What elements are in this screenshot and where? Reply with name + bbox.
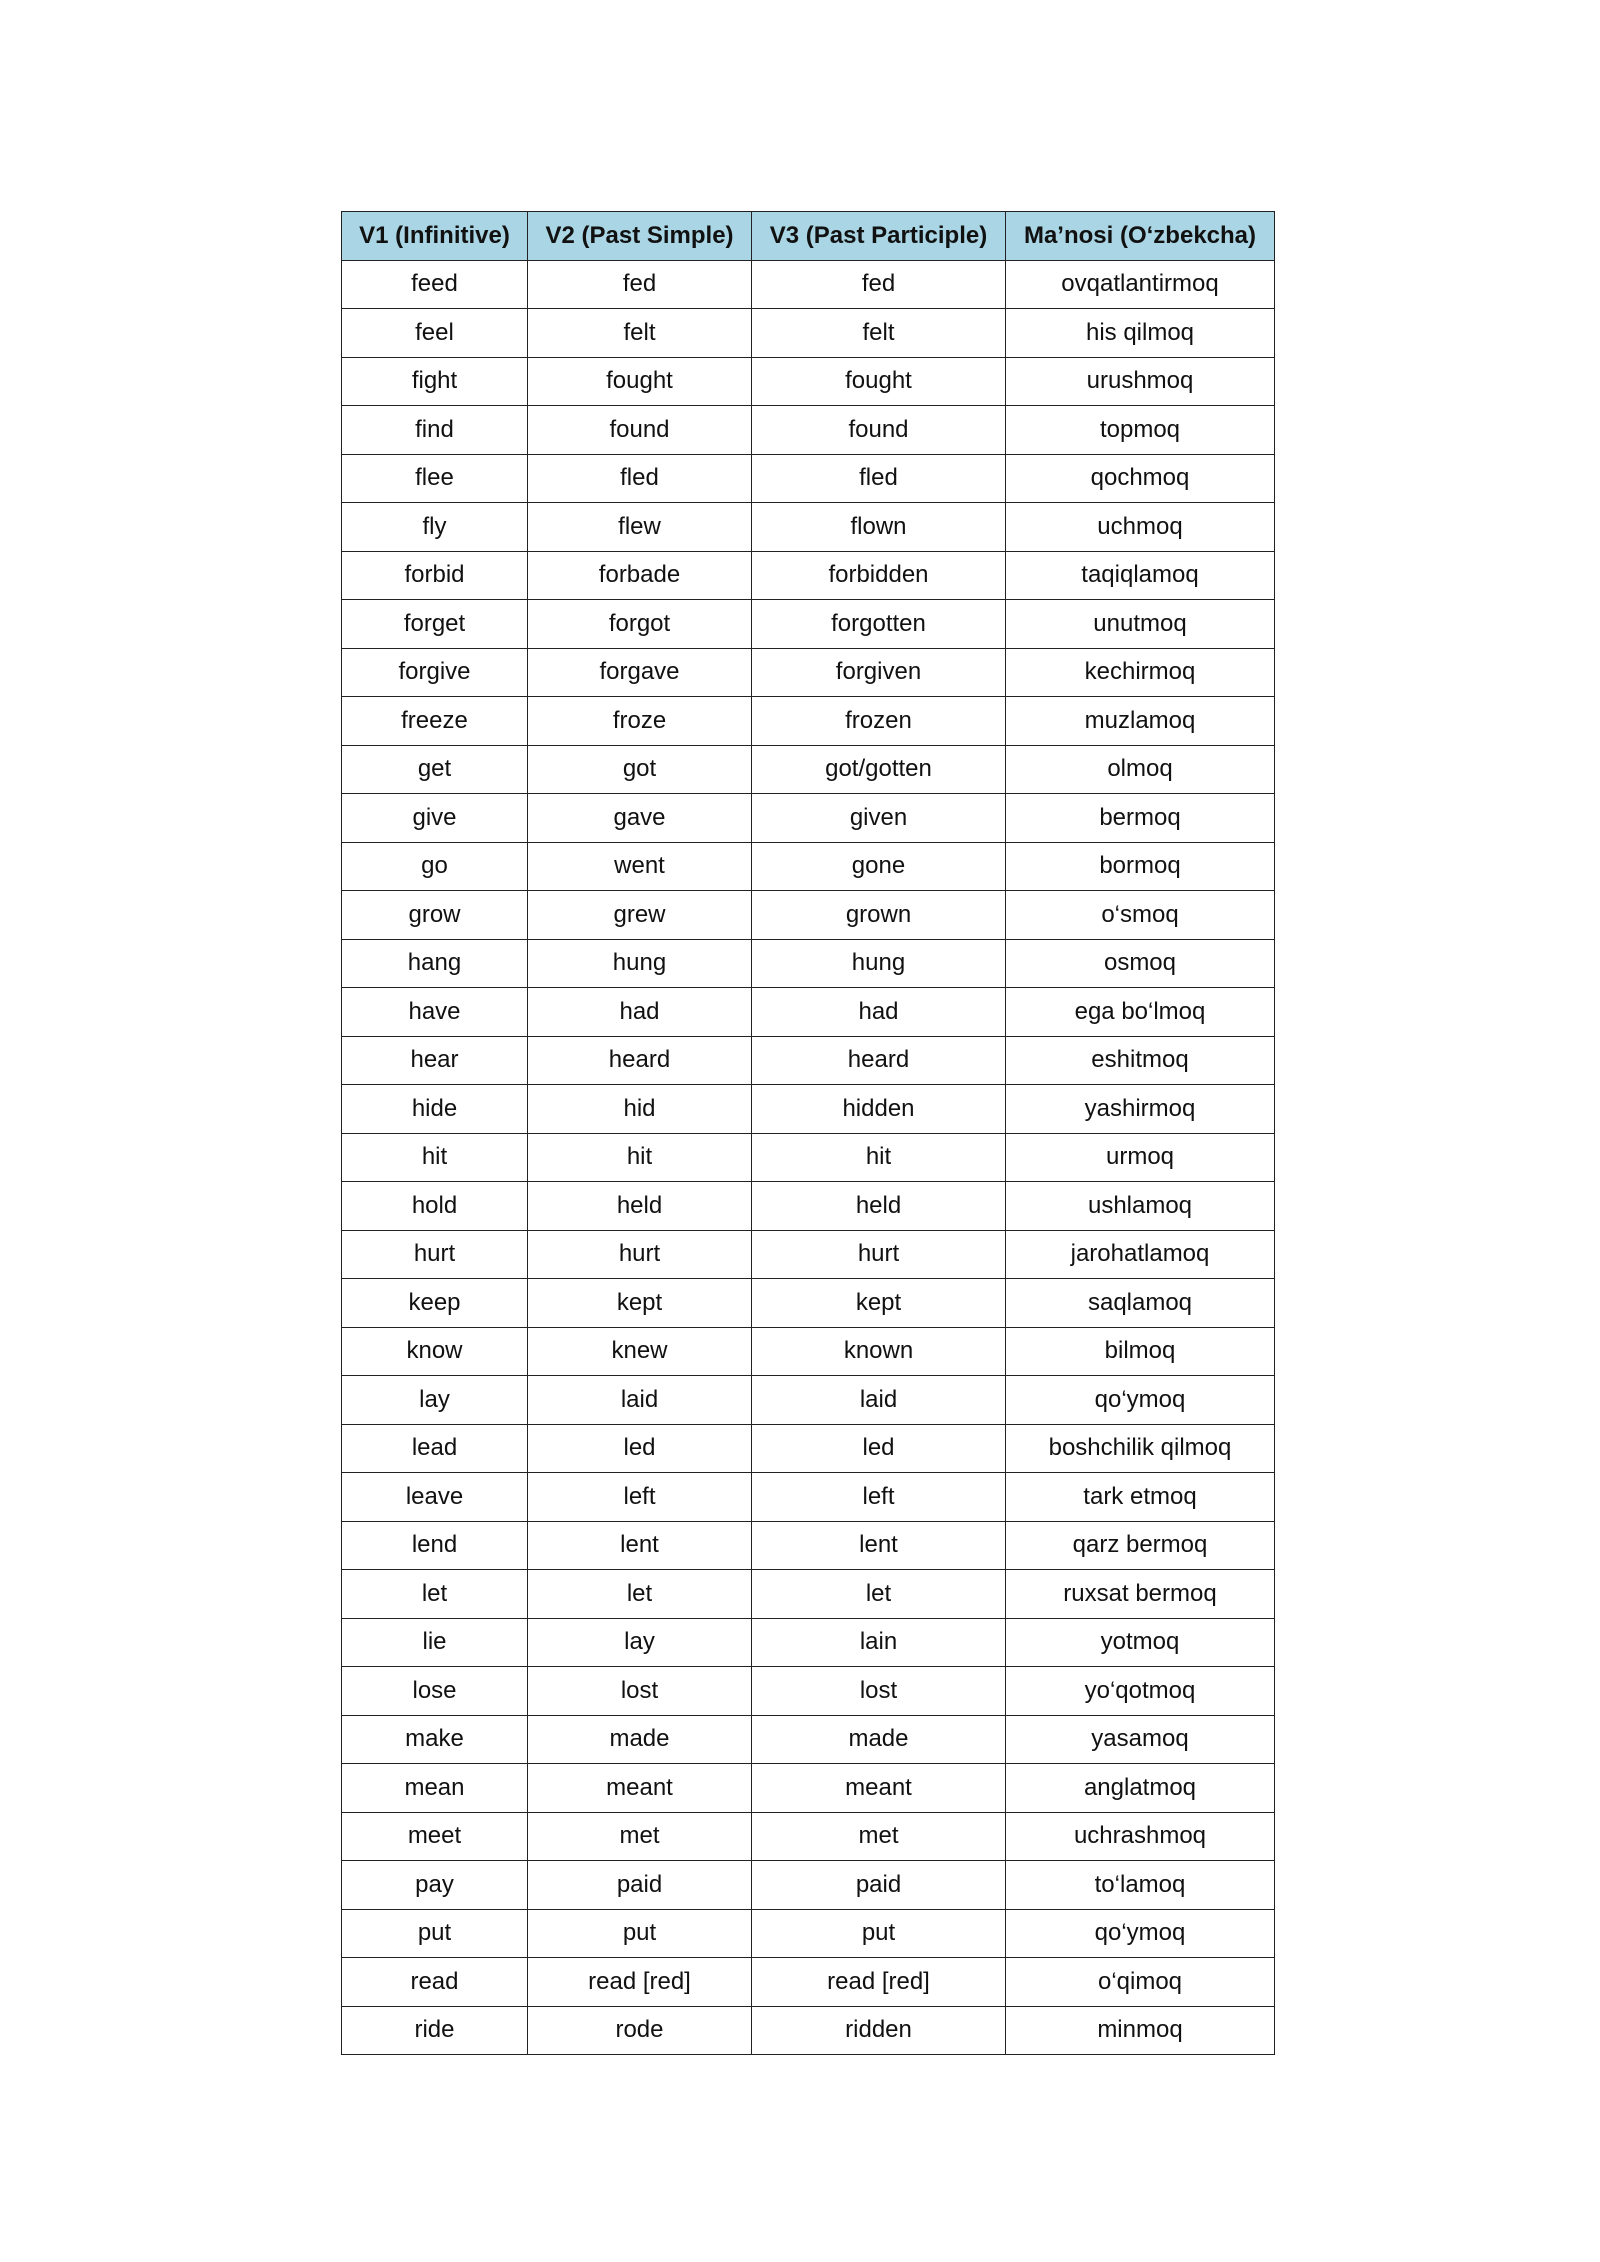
cell-meaning: jarohatlamoq <box>1006 1230 1275 1279</box>
table-row <box>342 2006 1275 2055</box>
cell-meaning: boshchilik qilmoq <box>1006 1424 1275 1473</box>
cell-v3: put <box>752 1909 1006 1958</box>
table-row <box>342 1085 1275 1134</box>
cell-v3: got/gotten <box>752 745 1006 794</box>
cell-v2: held <box>528 1182 752 1231</box>
cell-v1: forgive <box>342 648 528 697</box>
cell-v3: heard <box>752 1036 1006 1085</box>
cell-v3: known <box>752 1327 1006 1376</box>
table-row <box>342 454 1275 503</box>
cell-v2: lay <box>528 1618 752 1667</box>
cell-v1: pay <box>342 1861 528 1910</box>
cell-v1: get <box>342 745 528 794</box>
header-v3: V3 (Past Participle) <box>752 212 1006 261</box>
cell-v2: felt <box>528 309 752 358</box>
cell-v2: met <box>528 1812 752 1861</box>
cell-v1: leave <box>342 1473 528 1522</box>
cell-meaning: saqlamoq <box>1006 1279 1275 1328</box>
cell-v1: let <box>342 1570 528 1619</box>
table-row <box>342 1667 1275 1716</box>
cell-v3: flown <box>752 503 1006 552</box>
cell-v3: meant <box>752 1764 1006 1813</box>
cell-v2: froze <box>528 697 752 746</box>
cell-meaning: ruxsat bermoq <box>1006 1570 1275 1619</box>
header-v2: V2 (Past Simple) <box>528 212 752 261</box>
cell-v1: forbid <box>342 551 528 600</box>
table-row <box>342 745 1275 794</box>
cell-meaning: ega bo‘lmoq <box>1006 988 1275 1037</box>
cell-v1: fly <box>342 503 528 552</box>
table-row <box>342 1473 1275 1522</box>
cell-meaning: qochmoq <box>1006 454 1275 503</box>
cell-v3: left <box>752 1473 1006 1522</box>
table-row <box>342 891 1275 940</box>
table-row <box>342 988 1275 1037</box>
table-row <box>342 1182 1275 1231</box>
cell-meaning: yotmoq <box>1006 1618 1275 1667</box>
cell-meaning: urmoq <box>1006 1133 1275 1182</box>
cell-v3: gone <box>752 842 1006 891</box>
cell-v3: found <box>752 406 1006 455</box>
cell-v3: frozen <box>752 697 1006 746</box>
table-row <box>342 1570 1275 1619</box>
cell-meaning: kechirmoq <box>1006 648 1275 697</box>
cell-v3: had <box>752 988 1006 1037</box>
cell-v1: know <box>342 1327 528 1376</box>
cell-meaning: urushmoq <box>1006 357 1275 406</box>
cell-v3: fought <box>752 357 1006 406</box>
cell-v2: forgave <box>528 648 752 697</box>
cell-meaning: anglatmoq <box>1006 1764 1275 1813</box>
cell-v2: fought <box>528 357 752 406</box>
table-row <box>342 1036 1275 1085</box>
cell-v2: kept <box>528 1279 752 1328</box>
table-row <box>342 1812 1275 1861</box>
cell-meaning: eshitmoq <box>1006 1036 1275 1085</box>
cell-v2: grew <box>528 891 752 940</box>
table-body <box>342 260 1275 2055</box>
table-row <box>342 1279 1275 1328</box>
cell-v3: let <box>752 1570 1006 1619</box>
cell-v3: hung <box>752 939 1006 988</box>
cell-v3: given <box>752 794 1006 843</box>
cell-v2: meant <box>528 1764 752 1813</box>
cell-v2: left <box>528 1473 752 1522</box>
cell-meaning: o‘qimoq <box>1006 1958 1275 2007</box>
cell-v1: flee <box>342 454 528 503</box>
cell-v3: fled <box>752 454 1006 503</box>
cell-v1: hear <box>342 1036 528 1085</box>
cell-v2: hurt <box>528 1230 752 1279</box>
cell-v1: hold <box>342 1182 528 1231</box>
cell-meaning: taqiqlamoq <box>1006 551 1275 600</box>
cell-meaning: bermoq <box>1006 794 1275 843</box>
cell-v2: heard <box>528 1036 752 1085</box>
table-row <box>342 260 1275 309</box>
cell-v1: forget <box>342 600 528 649</box>
cell-v3: led <box>752 1424 1006 1473</box>
cell-v1: put <box>342 1909 528 1958</box>
cell-v1: ride <box>342 2006 528 2055</box>
cell-v3: laid <box>752 1376 1006 1425</box>
cell-v3: read [red] <box>752 1958 1006 2007</box>
cell-v1: make <box>342 1715 528 1764</box>
table-header <box>342 212 1275 261</box>
cell-v3: hit <box>752 1133 1006 1182</box>
table-row <box>342 697 1275 746</box>
table-row <box>342 1861 1275 1910</box>
cell-v1: hang <box>342 939 528 988</box>
table-row <box>342 1715 1275 1764</box>
cell-v2: gave <box>528 794 752 843</box>
cell-meaning: ovqatlantirmoq <box>1006 260 1275 309</box>
table-row <box>342 939 1275 988</box>
cell-v3: grown <box>752 891 1006 940</box>
cell-meaning: osmoq <box>1006 939 1275 988</box>
cell-meaning: o‘smoq <box>1006 891 1275 940</box>
cell-v1: fight <box>342 357 528 406</box>
cell-v1: hurt <box>342 1230 528 1279</box>
table-row <box>342 1376 1275 1425</box>
cell-v1: meet <box>342 1812 528 1861</box>
cell-v2: forgot <box>528 600 752 649</box>
cell-v3: lain <box>752 1618 1006 1667</box>
cell-meaning: yo‘qotmoq <box>1006 1667 1275 1716</box>
cell-v2: lent <box>528 1521 752 1570</box>
table-row <box>342 1230 1275 1279</box>
cell-meaning: qo‘ymoq <box>1006 1376 1275 1425</box>
cell-v2: put <box>528 1909 752 1958</box>
cell-v1: lie <box>342 1618 528 1667</box>
cell-v3: felt <box>752 309 1006 358</box>
table-row <box>342 357 1275 406</box>
cell-meaning: olmoq <box>1006 745 1275 794</box>
table-row <box>342 1521 1275 1570</box>
cell-meaning: unutmoq <box>1006 600 1275 649</box>
header-row <box>342 212 1275 261</box>
cell-v3: made <box>752 1715 1006 1764</box>
cell-v2: hit <box>528 1133 752 1182</box>
cell-v3: lent <box>752 1521 1006 1570</box>
cell-v1: keep <box>342 1279 528 1328</box>
cell-v3: held <box>752 1182 1006 1231</box>
cell-meaning: qo‘ymoq <box>1006 1909 1275 1958</box>
cell-meaning: his qilmoq <box>1006 309 1275 358</box>
cell-meaning: muzlamoq <box>1006 697 1275 746</box>
table-row <box>342 406 1275 455</box>
cell-v1: freeze <box>342 697 528 746</box>
cell-v1: grow <box>342 891 528 940</box>
cell-v2: laid <box>528 1376 752 1425</box>
cell-v1: mean <box>342 1764 528 1813</box>
table-row <box>342 600 1275 649</box>
header-meaning: Ma’nosi (O‘zbekcha) <box>1006 212 1275 261</box>
cell-v1: lose <box>342 1667 528 1716</box>
cell-v3: paid <box>752 1861 1006 1910</box>
cell-v1: read <box>342 1958 528 2007</box>
table-row <box>342 1764 1275 1813</box>
table-row <box>342 551 1275 600</box>
cell-v1: hit <box>342 1133 528 1182</box>
cell-v1: give <box>342 794 528 843</box>
cell-meaning: minmoq <box>1006 2006 1275 2055</box>
cell-v2: forbade <box>528 551 752 600</box>
cell-v2: flew <box>528 503 752 552</box>
cell-v3: lost <box>752 1667 1006 1716</box>
table-row <box>342 842 1275 891</box>
table-row <box>342 1909 1275 1958</box>
table-row <box>342 1133 1275 1182</box>
cell-v2: rode <box>528 2006 752 2055</box>
cell-v2: paid <box>528 1861 752 1910</box>
table-row <box>342 1618 1275 1667</box>
cell-meaning: qarz bermoq <box>1006 1521 1275 1570</box>
cell-meaning: to‘lamoq <box>1006 1861 1275 1910</box>
cell-meaning: bormoq <box>1006 842 1275 891</box>
cell-meaning: ushlamoq <box>1006 1182 1275 1231</box>
cell-meaning: yasamoq <box>1006 1715 1275 1764</box>
cell-v1: hide <box>342 1085 528 1134</box>
cell-v1: feed <box>342 260 528 309</box>
cell-v1: feel <box>342 309 528 358</box>
cell-v1: find <box>342 406 528 455</box>
cell-v2: knew <box>528 1327 752 1376</box>
cell-v2: went <box>528 842 752 891</box>
cell-v2: let <box>528 1570 752 1619</box>
cell-v1: lead <box>342 1424 528 1473</box>
cell-v1: lay <box>342 1376 528 1425</box>
cell-v3: hurt <box>752 1230 1006 1279</box>
cell-meaning: uchrashmoq <box>1006 1812 1275 1861</box>
cell-v3: fed <box>752 260 1006 309</box>
cell-meaning: bilmoq <box>1006 1327 1275 1376</box>
cell-meaning: uchmoq <box>1006 503 1275 552</box>
table-row <box>342 1958 1275 2007</box>
cell-v2: had <box>528 988 752 1037</box>
cell-v2: lost <box>528 1667 752 1716</box>
table-row <box>342 1424 1275 1473</box>
cell-v2: got <box>528 745 752 794</box>
cell-v3: forbidden <box>752 551 1006 600</box>
cell-v3: hidden <box>752 1085 1006 1134</box>
cell-meaning: topmoq <box>1006 406 1275 455</box>
table-row <box>342 309 1275 358</box>
header-v1: V1 (Infinitive) <box>342 212 528 261</box>
cell-meaning: tark etmoq <box>1006 1473 1275 1522</box>
cell-v1: lend <box>342 1521 528 1570</box>
cell-v3: forgotten <box>752 600 1006 649</box>
cell-v2: hid <box>528 1085 752 1134</box>
cell-v2: made <box>528 1715 752 1764</box>
cell-v2: fled <box>528 454 752 503</box>
cell-v2: hung <box>528 939 752 988</box>
table-row <box>342 794 1275 843</box>
cell-v3: forgiven <box>752 648 1006 697</box>
cell-v2: read [red] <box>528 1958 752 2007</box>
cell-v2: fed <box>528 260 752 309</box>
cell-v1: have <box>342 988 528 1037</box>
cell-v3: ridden <box>752 2006 1006 2055</box>
cell-v2: led <box>528 1424 752 1473</box>
cell-v3: kept <box>752 1279 1006 1328</box>
cell-v3: met <box>752 1812 1006 1861</box>
irregular-verbs-table <box>341 211 1275 2055</box>
cell-meaning: yashirmoq <box>1006 1085 1275 1134</box>
table-row <box>342 648 1275 697</box>
cell-v2: found <box>528 406 752 455</box>
table-row <box>342 1327 1275 1376</box>
cell-v1: go <box>342 842 528 891</box>
table-row <box>342 503 1275 552</box>
